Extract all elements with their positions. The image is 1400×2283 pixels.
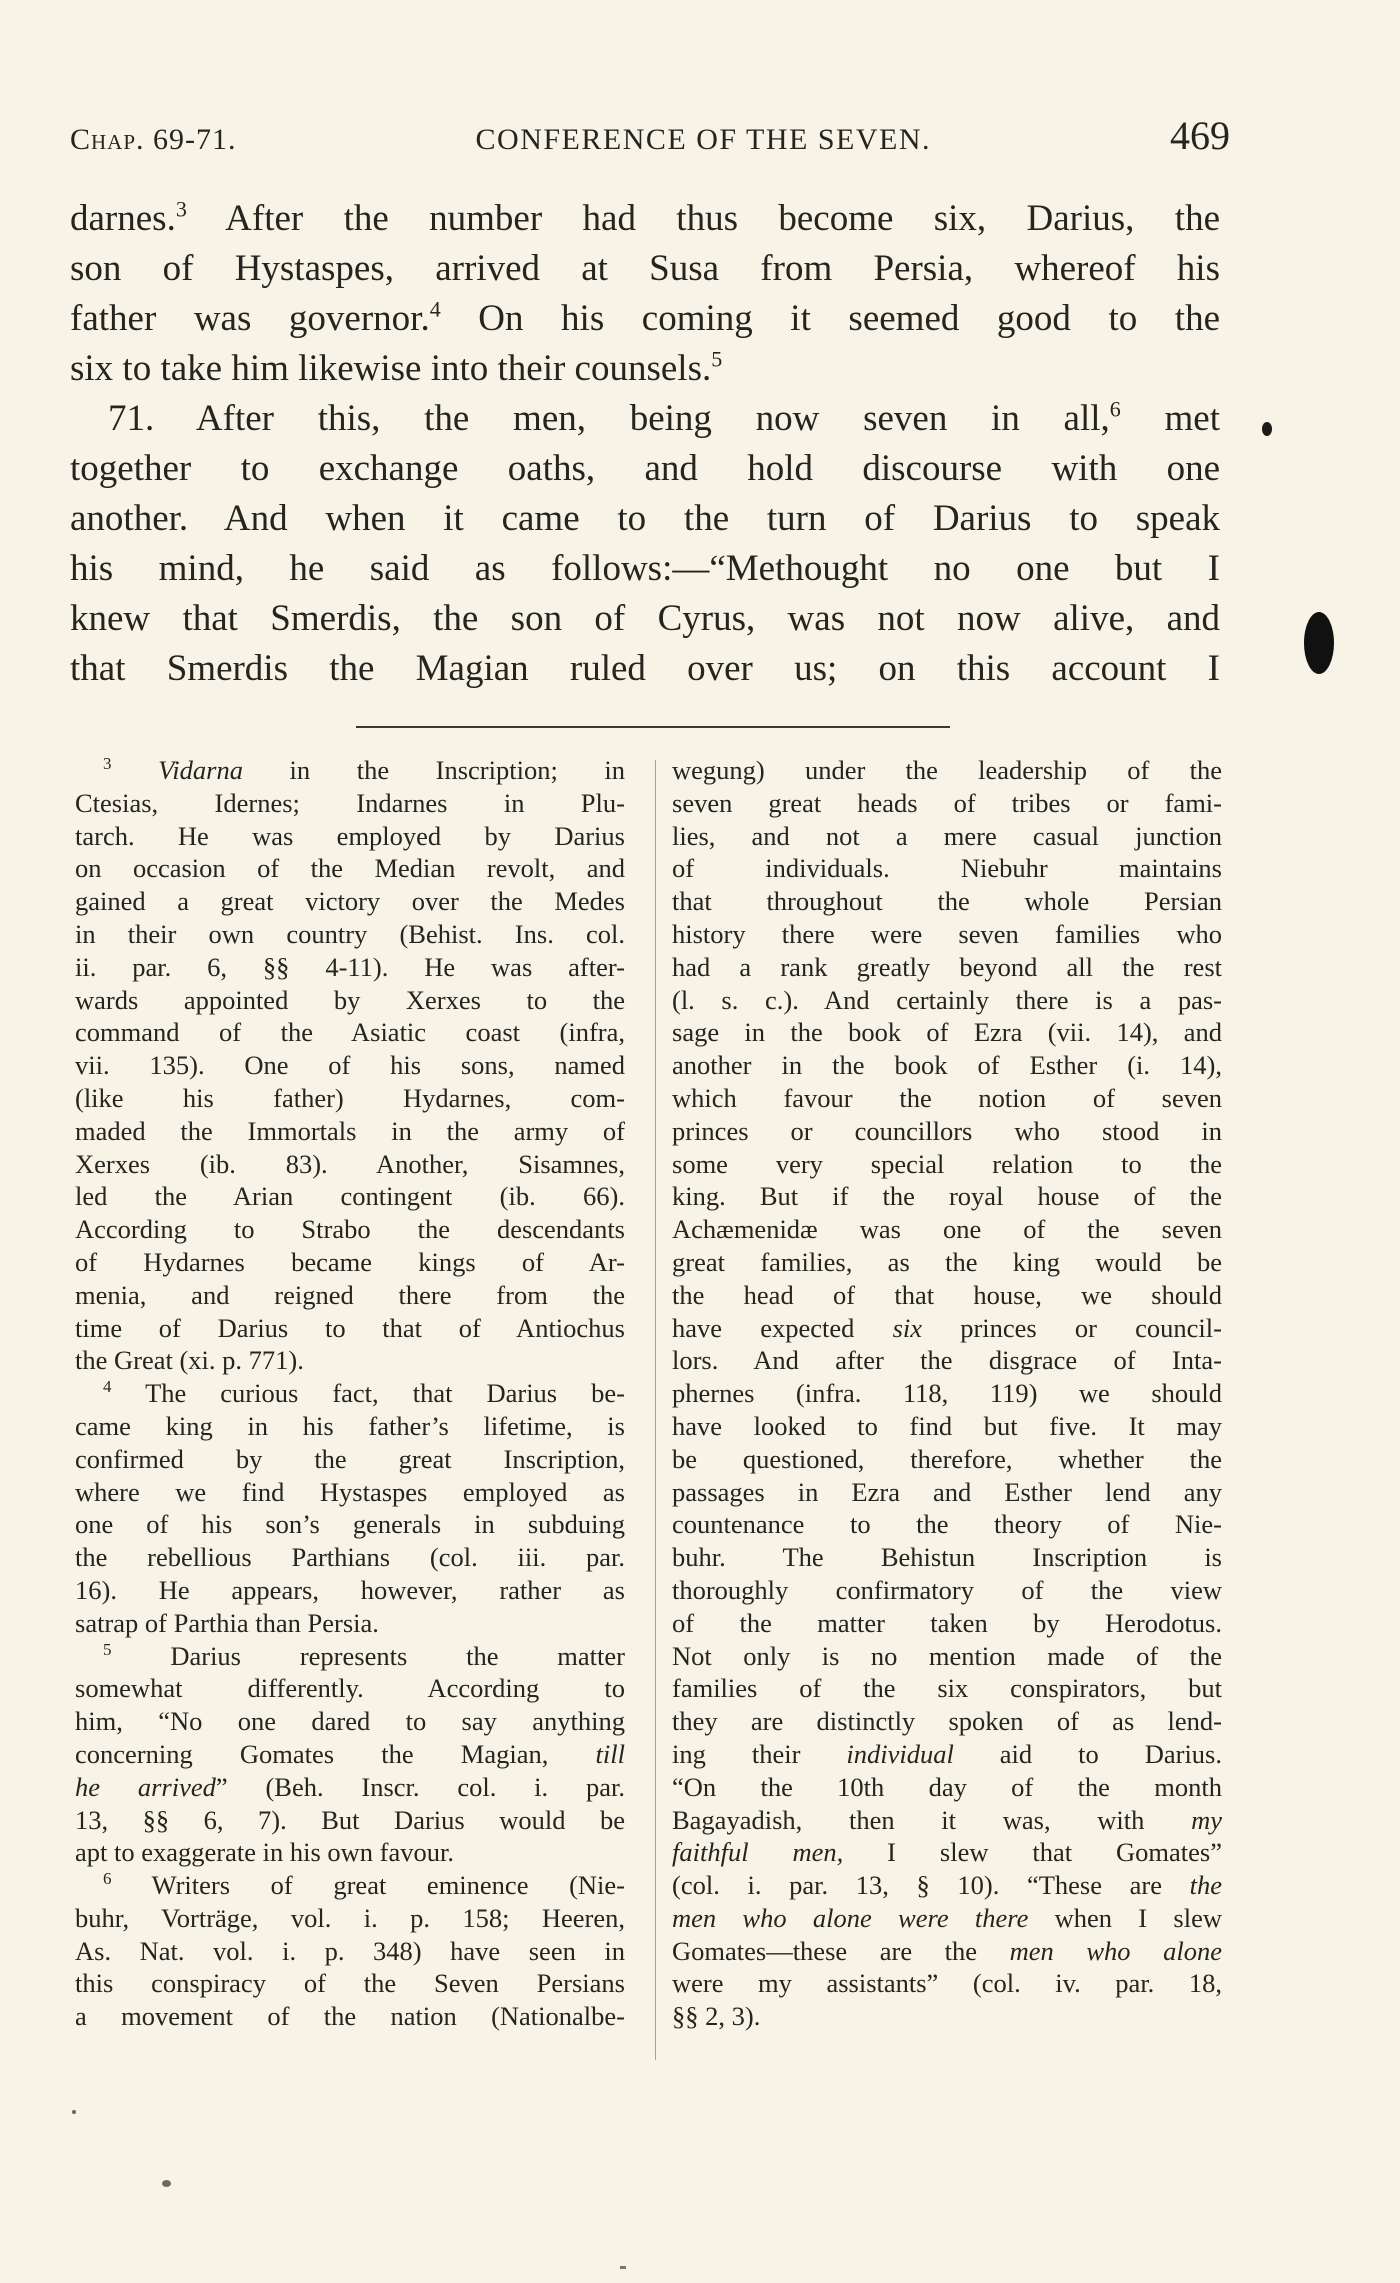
footnote-line: where we find Hystaspes employed as — [75, 1476, 625, 1507]
footnote-line: lors. And after the disgrace of Inta- — [672, 1345, 1222, 1376]
footnote-line: had a rank greatly beyond all the rest — [672, 951, 1222, 982]
footnote-line: satrap of Parthia than Persia. — [75, 1607, 379, 1638]
footnote-line: Xerxes (ib. 83). Another, Sisamnes, — [75, 1148, 625, 1179]
footnote-marker: 3 — [103, 754, 112, 774]
footnote-line: of the matter taken by Herodotus. — [672, 1607, 1222, 1638]
ink-dot — [1262, 422, 1272, 436]
footnote-line: ii. par. 6, §§ 4-11). He was after- — [75, 951, 625, 982]
footnote-line: on occasion of the Median revolt, and — [75, 853, 625, 884]
footnote-line: a movement of the nation (Nationalbe- — [75, 2001, 625, 2032]
footnote-line: Ctesias, Idernes; Indarnes in Plu- — [75, 787, 625, 818]
footnote-line: maded the Immortals in the army of — [75, 1115, 625, 1146]
footnote-line: him, “No one dared to say anything — [75, 1706, 625, 1737]
footnote-line: $^5$ Darius represents the matter — [103, 1639, 625, 1671]
footnote-line: the head of that house, we should — [672, 1279, 1222, 1310]
footnote-line: in their own country (Behist. Ins. col. — [75, 918, 625, 949]
footnotes-right-column — [672, 754, 1222, 2033]
footnote-line: $^3$ Vidarna in the Inscription; in — [103, 754, 625, 785]
footnote-line: confirmed by the great Inscription, — [75, 1443, 625, 1474]
footnote-ref: 3 — [175, 196, 187, 222]
text-line: together to exchange oaths, and hold discourse with one — [70, 448, 1220, 489]
footnote-line: (like his father) Hydarnes, com- — [75, 1082, 625, 1113]
footnote-line: (col. i. par. 13, § 10). “These are the — [672, 1870, 1222, 1901]
text-line: his mind, he said as follows:—“Methought no one but I — [70, 548, 1220, 589]
footnote-line: ing their individual aid to Darius. — [672, 1738, 1222, 1769]
paper-speck — [162, 2180, 171, 2187]
footnote-marker: 5 — [103, 1639, 112, 1659]
footnote-line: families of the six conspirators, but — [672, 1673, 1222, 1704]
footnote-line: led the Arian contingent (ib. 66). — [75, 1181, 625, 1212]
footnote-line: have expected six princes or council- — [672, 1312, 1222, 1343]
ink-blot — [1304, 612, 1334, 674]
footnote-line: Achæmenidæ was one of the seven — [672, 1214, 1222, 1245]
footnote-line: apt to exaggerate in his own favour. — [75, 1837, 454, 1868]
footnote-line: faithful men, I slew that Gomates” — [672, 1837, 1222, 1868]
footnote-line: command of the Asiatic coast (infra, — [75, 1017, 625, 1048]
footnote-line: wegung) under the leadership of the — [672, 755, 1222, 785]
footnote-line: one of his son’s generals in subduing — [75, 1509, 625, 1540]
footnote-line: men who alone were there when I slew — [672, 1902, 1222, 1933]
footnote-line: of Hydarnes became kings of Ar- — [75, 1246, 625, 1277]
text-line: 71. After this, the men, being now seven in all,$^6$ met — [108, 396, 1220, 439]
footnote-line: vii. 135). One of his sons, named — [75, 1050, 625, 1081]
footnote-line: of individuals. Niebuhr maintains — [672, 853, 1222, 884]
footnote-line: they are distinctly spoken of as lend- — [672, 1706, 1222, 1737]
footnote-line: were my assistants” (col. iv. par. 18, — [672, 1968, 1222, 1999]
text-line: father was governor.$^4$ On his coming it seemed good to the — [70, 296, 1221, 339]
text-line: another. And when it came to the turn of Darius to speak — [70, 498, 1220, 539]
footnote-line: that throughout the whole Persian — [672, 886, 1222, 917]
footnote-line: $^4$ The curious fact, that Darius be- — [103, 1377, 625, 1409]
footnote-ref: 5 — [711, 346, 723, 372]
footnote-ref: 4 — [429, 296, 441, 322]
main-text — [70, 194, 1220, 694]
text-line: darnes.$^3$ After the number had thus become six, Darius, the — [70, 196, 1220, 239]
footnote-line: lies, and not a mere casual junction — [672, 820, 1222, 851]
footnote-line: great families, as the king would be — [672, 1246, 1222, 1277]
paper-speck — [620, 2266, 626, 2269]
footnote-line: history there were seven families who — [672, 918, 1222, 949]
footnote-line: which favour the notion of seven — [672, 1082, 1222, 1113]
footnote-line: $^6$ Writers of great eminence (Nie- — [103, 1869, 625, 1901]
footnote-line: seven great heads of tribes or fami- — [672, 787, 1222, 818]
paper-speck — [72, 2110, 76, 2114]
footnote-line: “On the 10th day of the month — [672, 1771, 1222, 1802]
footnote-line: time of Darius to that of Antiochus — [75, 1312, 625, 1343]
footnote-line: menia, and reigned there from the — [75, 1279, 625, 1310]
text-line: knew that Smerdis, the son of Cyrus, was not now alive, and — [70, 598, 1220, 639]
footnote-line: be questioned, therefore, whether the — [672, 1443, 1222, 1474]
footnote-line: sage in the book of Ezra (vii. 14), and — [672, 1017, 1222, 1048]
footnote-line: somewhat differently. According to — [75, 1673, 625, 1704]
footnote-line: phernes (infra. 118, 119) we should — [672, 1378, 1222, 1409]
footnote-line: 16). He appears, however, rather as — [75, 1574, 625, 1605]
footnote-line: princes or councillors who stood in — [672, 1115, 1222, 1146]
footnote-line: gained a great victory over the Medes — [75, 886, 625, 917]
footnote-line: Not only is no mention made of the — [672, 1640, 1222, 1671]
footnote-line: passages in Ezra and Esther lend any — [672, 1476, 1222, 1507]
footnote-line: §§ 2, 3). — [672, 2001, 761, 2032]
footnote-line: As. Nat. vol. i. p. 348) have seen in — [75, 1935, 625, 1966]
footnote-line: king. But if the royal house of the — [672, 1181, 1222, 1212]
footnote-line: wards appointed by Xerxes to the — [75, 984, 625, 1015]
footnote-line: the rebellious Parthians (col. iii. par. — [75, 1542, 625, 1573]
footnote-line: 13, §§ 6, 7). But Darius would be — [75, 1804, 625, 1835]
footnote-line: have looked to find but five. It may — [672, 1410, 1222, 1441]
footnote-line: came king in his father’s lifetime, is — [75, 1410, 625, 1441]
footnote-line: countenance to the theory of Nie- — [672, 1509, 1222, 1540]
footnote-line: (l. s. c.). And certainly there is a pas- — [672, 984, 1222, 1015]
running-title: CONFERENCE OF THE SEVEN. — [475, 123, 931, 156]
footnote-separator — [356, 726, 950, 728]
footnotes-left-column — [75, 754, 625, 2033]
footnote-marker: 6 — [103, 1869, 112, 1889]
footnote-line: this conspiracy of the Seven Persians — [75, 1968, 625, 1999]
footnote-line: the Great (xi. p. 771). — [75, 1345, 304, 1376]
running-header — [70, 112, 1230, 162]
page-number: 469 — [1170, 113, 1230, 158]
column-divider — [655, 760, 656, 2060]
footnote-line: tarch. He was employed by Darius — [75, 820, 625, 851]
footnote-line: another in the book of Esther (i. 14), — [672, 1050, 1222, 1081]
footnote-line: Bagayadish, then it was, with my — [672, 1804, 1223, 1835]
footnote-line: some very special relation to the — [672, 1148, 1222, 1179]
footnote-line: thoroughly confirmatory of the view — [672, 1574, 1222, 1605]
footnote-line: concerning Gomates the Magian, till — [75, 1738, 625, 1769]
footnote-ref: 6 — [1109, 396, 1121, 422]
footnote-line: Gomates—these are the men who alone — [672, 1935, 1223, 1966]
footnote-line: buhr. The Behistun Inscription is — [672, 1542, 1222, 1573]
text-line: six to take him likewise into their counsels.$^5$ — [70, 346, 723, 389]
text-line: son of Hystaspes, arrived at Susa from Persia, whereof his — [70, 248, 1220, 289]
footnote-line: he arrived” (Beh. Inscr. col. i. par. — [75, 1771, 625, 1802]
footnote-line: buhr, Vorträge, vol. i. p. 158; Heeren, — [75, 1902, 625, 1933]
text-line: that Smerdis the Magian ruled over us; on this account I — [70, 648, 1220, 689]
footnote-marker: 4 — [103, 1377, 112, 1397]
chapter-reference: Chap. 69-71. — [70, 123, 237, 156]
footnote-line: According to Strabo the descendants — [75, 1214, 625, 1245]
